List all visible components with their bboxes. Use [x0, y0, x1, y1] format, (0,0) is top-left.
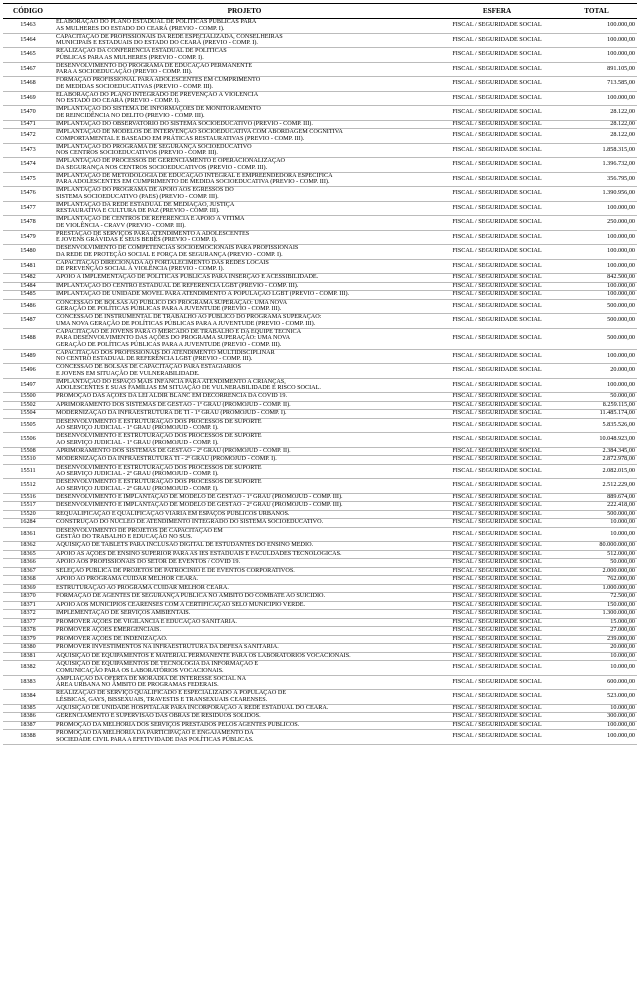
row-total: 1.858.315,00: [602, 145, 635, 153]
row-total: 500.000,00: [607, 316, 635, 324]
row-project: ESTRUTURAÇÃO AO PROGRAMA CUIDAR MELHOR CEARÁ.: [56, 584, 229, 591]
table-row: [3, 433, 637, 448]
row-code: 18372: [20, 609, 36, 617]
table-row: [3, 245, 637, 260]
row-project: FORMAÇÃO PROFISSIONAL PARA ADOLESCENTES EM CUMPRIMENTO DE MEDIDAS SOCIOEDUCATIVAS (PREVIO - COMP. III).: [56, 77, 261, 90]
row-total: 100.000,00: [607, 93, 635, 101]
row-code: 18371: [20, 600, 36, 608]
row-code: 15485: [20, 290, 36, 298]
row-project: CAPACITAÇÃO DE JOVENS PARA O MERCADO DE TRABALHO E DA EQUIPE TÉCNICA PARA DESENVOLVIMENTO DAS AÇÕES DO PROGRAMA SUPERAÇÃO: UMA NOVA GERAÇÃO DE POLÍTICAS PÚBLICAS PARA A JUVENTUDE (PREVIO - COMP. III).: [56, 328, 302, 348]
row-esfera: FISCAL / SEGURIDADE SOCIAL: [452, 160, 542, 168]
table-row: [3, 92, 637, 107]
row-project: IMPLANTAÇÃO DO PROGRAMA DE SEGURANÇA SOCIOEDUCATIVO NOS CENTROS SOCIOEDUCATIVOS (PREVIO - COMP. III).: [56, 143, 252, 157]
row-total: 100.000,00: [607, 247, 635, 255]
row-total: 713.585,00: [607, 79, 635, 87]
table-row: [3, 173, 637, 188]
row-code: 15468: [20, 79, 36, 87]
row-project: DESENVOLVIMENTO E ESTRUTURAÇÃO DOS PROCESSOS DE SUPORTE AO SERVIÇO JUDICIAL - 1º GRAU (PROMOJUD - COMP. I).: [56, 433, 262, 446]
table-row: [3, 260, 637, 275]
row-project: APOIO AOS MUNICÍPIOS CEARENSES COM A CERTIFICAÇÃO SELO MUNICÍPIO VERDE.: [56, 601, 306, 608]
row-project: AQUISIÇÃO DE TABLETS PARA INCLUSÃO DIGITAL DE ESTUDANTES DO ENSINO MÉDIO.: [56, 542, 314, 549]
row-code: 15512: [20, 481, 36, 489]
row-total: 15.000,00: [610, 617, 635, 625]
table-row: [3, 653, 637, 662]
row-project: PROMOÇÃO DA MELHORIA DA PARTICIPAÇÃO E ENGAJAMENTO DA SOCIEDADE CIVIL PARA A EFETIVIDADE DAS POLÍTICAS PÚBLICAS.: [56, 730, 254, 743]
row-total: 50.000,00: [610, 558, 635, 566]
row-total: 1.300.000,00: [602, 609, 635, 617]
row-code: 18368: [20, 575, 36, 583]
table-row: [3, 419, 637, 434]
row-code: 15465: [20, 50, 36, 58]
row-total: 8.259.115,00: [602, 400, 635, 408]
table-row: [3, 202, 637, 217]
row-project: FORMAÇÃO DE AGENTES DE SEGURANÇA PÚBLICA NO ÂMBITO DO COMBATE AO SUICÍDIO.: [56, 593, 326, 600]
row-total: 10.000,00: [610, 518, 635, 526]
table-row: [3, 48, 637, 63]
row-esfera: FISCAL / SEGURIDADE SOCIAL: [452, 720, 542, 728]
row-total: 891.105,00: [607, 64, 635, 72]
table-row: [3, 661, 637, 676]
row-code: 15486: [20, 301, 36, 309]
row-esfera: FISCAL / SEGURIDADE SOCIAL: [452, 732, 542, 740]
row-total: 2.872.978,00: [602, 455, 635, 463]
row-project: CONCESSÃO DE BOLSAS DE CAPACITAÇÃO PARA ESTAGIÁRIOS E JOVENS EM SITUAÇÃO DE VULNERABILIDADE.: [56, 364, 241, 377]
row-project: APOIO AOS PROFISSIONAIS DO SETOR DE EVENTOS / COVID 19.: [56, 559, 241, 566]
row-esfera: FISCAL / SEGURIDADE SOCIAL: [452, 651, 542, 659]
row-esfera: FISCAL / SEGURIDADE SOCIAL: [452, 334, 542, 342]
row-code: 15474: [20, 160, 36, 168]
table-row: [3, 34, 637, 49]
row-project: IMPLANTAÇÃO DO CENTRO ESTADUAL DE REFERÊNCIA LGBT (PREVIO - COMP. III).: [56, 282, 299, 289]
row-code: 15475: [20, 174, 36, 182]
row-code: 15481: [20, 261, 36, 269]
row-total: 2.082.015,00: [602, 466, 635, 474]
row-code: 15520: [20, 509, 36, 517]
row-project: ELABORAÇÃO DO PLANO ESTADUAL DE POLÍTICAS PÚBLICAS PARA AS MULHERES DO ESTADO DO CEARÁ (PREVIO - COMP. I).: [56, 19, 257, 32]
row-code: 18377: [20, 617, 36, 625]
row-esfera: FISCAL / SEGURIDADE SOCIAL: [452, 79, 542, 87]
row-project: CAPACITAÇÃO DOS PROFISSIONAIS DO ATENDIMENTO MULTIDISCIPLINAR NO CENTRO ESTADUAL DE REFERÊNCIA LGBT (PREVIO - COMP. III).: [56, 349, 275, 363]
table-row: [3, 519, 637, 528]
row-project: MODERNIZAÇÃO DA INFRAESTRUTURA DE TI - 1º GRAU (PROMOJUD - COMP. I).: [56, 410, 287, 417]
row-esfera: FISCAL / SEGURIDADE SOCIAL: [452, 366, 542, 374]
row-project: DESENVOLVIMENTO DE COMPETÊNCIAS SOCIOEMOCIONAIS PARA PROFISSIONAIS DA REDE DE PROTEÇÃO SOCIAL E FORÇA DE SEGURANÇA (PREVIO - COMP. I).: [56, 245, 299, 258]
row-code: 15505: [20, 420, 36, 428]
row-total: 100.000,00: [607, 261, 635, 269]
row-esfera: FISCAL / SEGURIDADE SOCIAL: [452, 108, 542, 116]
row-project: APOIO À IMPLEMENTAÇÃO DE POLÍTICAS PÚBLICAS PARA INSERÇÃO E ACESSIBILIDADE.: [56, 274, 319, 281]
row-code: 18362: [20, 541, 36, 549]
row-project: MODERNIZAÇÃO DA INFRAESTRUTURA TI - 2º GRAU (PROMOJUD - COMP. I).: [56, 456, 277, 463]
row-code: 15463: [20, 21, 36, 29]
row-code: 15479: [20, 232, 36, 240]
row-code: 18385: [20, 703, 36, 711]
table-row: [3, 231, 637, 246]
row-code: 15471: [20, 119, 36, 127]
row-code: 15488: [20, 334, 36, 342]
row-code: 15487: [20, 316, 36, 324]
row-code: 15502: [20, 400, 36, 408]
row-total: 100.000,00: [607, 35, 635, 43]
table-row: [3, 216, 637, 231]
table-row: [3, 129, 637, 144]
row-project: DESENVOLVIMENTO DE PROJETOS DE CAPACITAÇÃO EM GESTÃO DO TRABALHO E EDUCAÇÃO NO SUS.: [56, 527, 223, 541]
row-project: IMPLANTAÇÃO DA REDE ESTADUAL DE MEDIAÇÃO, JUSTIÇA RESTAURATIVA E CULTURA DE PAZ (PREVIO - COMP. III).: [56, 201, 235, 215]
row-project: CONCESSÃO DE INSTRUMENTAL DE TRABALHO AO PÚBLICO DO PROGRAMA SUPERAÇÃO: UMA NOVA GERAÇÃO DE POLÍTICAS PÚBLICAS PARA A JUVENTUDE (PREVIO - COMP. III).: [56, 314, 322, 327]
row-code: 18383: [20, 677, 36, 685]
table-row: [3, 158, 637, 173]
row-esfera: FISCAL / SEGURIDADE SOCIAL: [452, 119, 542, 127]
row-total: 2.512.229,00: [602, 481, 635, 489]
table-row: [3, 187, 637, 202]
row-code: 15464: [20, 35, 36, 43]
row-total: 2.384.345,00: [602, 446, 635, 454]
header-total: TOTAL: [584, 7, 609, 15]
row-total: 100.000,00: [607, 281, 635, 289]
table-header: [3, 3, 637, 19]
row-project: AQUISIÇÃO DE EQUIPAMENTOS DE TECNOLOGIA DA INFORMAÇÃO E COMUNICAÇÃO PARA OS LABORATÓRIOS VOCACIONAIS.: [56, 661, 259, 674]
row-project: IMPLANTAÇÃO DE MODELOS DE INTERVENÇÃO SOCIOEDUCATIVA COM ABORDAGEM COGNITIVA COMPORTAMENTAL E BASEADO EM PRÁTICAS RESTAURATIVAS (PREVIO - COMP. III).: [56, 129, 343, 142]
row-project: GERENCIAMENTO E SUPERVISÃO DAS OBRAS DE RESÍDUOS SÓLIDOS.: [56, 713, 261, 720]
row-total: 1.390.956,00: [602, 189, 635, 197]
row-project: DESENVOLVIMENTO E ESTRUTURAÇÃO DOS PROCESSOS DE SUPORTE AO SERVIÇO JUDICIAL - 2º GRAU (PROMOJUD - COMP. I).: [56, 479, 262, 492]
row-code: 18370: [20, 592, 36, 600]
row-project: IMPLANTAÇÃO DO PROGRAMA DE APOIO AOS EGRESSOS DO SISTEMA SOCIOEDUCATIVO (PAES) (PREVIO - COMP. III).: [56, 187, 234, 200]
row-total: 239.000,00: [607, 634, 635, 642]
row-code: 15484: [20, 281, 36, 289]
row-code: 18387: [20, 720, 36, 728]
row-total: 100.000,00: [607, 50, 635, 58]
table-row: [3, 722, 637, 731]
row-esfera: FISCAL / SEGURIDADE SOCIAL: [452, 290, 542, 298]
table-row: [3, 479, 637, 494]
row-project: AMPLIAÇÃO DA OFERTA DE MORADIA DE INTERESSE SOCIAL NA ÁREA URBANA NO ÂMBITO DE PROGRAMAS FEDERAIS.: [56, 675, 247, 689]
row-total: 100.000,00: [607, 290, 635, 298]
row-esfera: FISCAL / SEGURIDADE SOCIAL: [452, 492, 542, 500]
row-project: APRIMORAMENTO DOS SISTEMAS DE GESTÃO - 1º GRAU (PROMOJUD - COMP. II).: [56, 401, 291, 408]
table-row: [3, 77, 637, 92]
row-project: IMPLANTAÇÃO DE UNIDADE MÓVEL PARA ATENDIMENTO À POPULAÇÃO LGBT (PREVIO - COMP. III).: [56, 291, 350, 298]
row-project: DESENVOLVIMENTO DO PROGRAMA DE EDUCAÇÃO PERMANENTE PARA A SOCIOEDUCAÇÃO (PREVIO - COMP. III).: [56, 62, 253, 76]
table-row: [3, 121, 637, 130]
row-esfera: FISCAL / SEGURIDADE SOCIAL: [452, 446, 542, 454]
row-code: 15496: [20, 366, 36, 374]
table-row: [3, 291, 637, 300]
row-esfera: FISCAL / SEGURIDADE SOCIAL: [452, 466, 542, 474]
row-esfera: FISCAL / SEGURIDADE SOCIAL: [452, 677, 542, 685]
row-esfera: FISCAL / SEGURIDADE SOCIAL: [452, 301, 542, 309]
row-project: CONCESSÃO DE BOLSAS AO PÚBLICO DO PROGRAMA SUPERAÇÃO: UMA NOVA GERAÇÃO DE POLÍTICAS PÚBLICAS PARA A JUVENTUDE (PREVIO - COMP. III).: [56, 299, 288, 313]
row-esfera: FISCAL / SEGURIDADE SOCIAL: [452, 218, 542, 226]
row-esfera: FISCAL / SEGURIDADE SOCIAL: [452, 247, 542, 255]
table-row: [3, 300, 637, 315]
row-code: 15508: [20, 446, 36, 454]
row-total: 100.000,00: [607, 732, 635, 740]
row-total: 842.500,00: [607, 273, 635, 281]
row-total: 356.795,00: [607, 174, 635, 182]
row-code: 18366: [20, 558, 36, 566]
row-total: 100.000,00: [607, 203, 635, 211]
row-project: APOIO ÀS AÇÕES DE ENSINO SUPERIOR PARA AS IES ESTADUAIS E FACULDADES TECNOLÓGICAS.: [56, 550, 342, 557]
row-code: 18388: [20, 732, 36, 740]
row-esfera: FISCAL / SEGURIDADE SOCIAL: [452, 549, 542, 557]
row-esfera: FISCAL / SEGURIDADE SOCIAL: [452, 529, 542, 537]
table-row: [3, 528, 637, 543]
row-code: 15482: [20, 273, 36, 281]
row-esfera: FISCAL / SEGURIDADE SOCIAL: [452, 481, 542, 489]
row-esfera: FISCAL / SEGURIDADE SOCIAL: [452, 93, 542, 101]
row-total: 2.000.000,00: [602, 566, 635, 574]
row-total: 889.674,00: [607, 492, 635, 500]
row-total: 10.048.923,00: [599, 435, 635, 443]
row-esfera: FISCAL / SEGURIDADE SOCIAL: [452, 455, 542, 463]
row-code: 15472: [20, 131, 36, 139]
row-esfera: FISCAL / SEGURIDADE SOCIAL: [452, 50, 542, 58]
row-total: 500.000,00: [607, 301, 635, 309]
table-row: [3, 144, 637, 159]
row-code: 15517: [20, 501, 36, 509]
row-project: PROMOÇÃO DA MELHORIA DOS SERVIÇOS PRESTADOS PELOS AGENTES PÚBLICOS.: [56, 721, 300, 728]
table-row: [3, 690, 637, 705]
row-project: IMPLEMENTAÇÃO DE SERVIÇOS AMBIENTAIS.: [56, 610, 191, 617]
row-project: PRESTAÇÃO DE SERVIÇOS PARA ATENDIMENTO A ADOLESCENTES E JOVENS GRÁVIDAS E SEUS BEBÊS (PREVIO - COMP. I).: [56, 230, 250, 244]
row-total: 10.000,00: [610, 663, 635, 671]
row-project: PROMOVER INVESTIMENTOS NA INFRAESTRUTURA DA DEFESA SANITÁRIA.: [56, 644, 279, 651]
row-esfera: FISCAL / SEGURIDADE SOCIAL: [452, 261, 542, 269]
row-esfera: FISCAL / SEGURIDADE SOCIAL: [452, 392, 542, 400]
header-esfera: ESFERA: [482, 7, 512, 15]
row-esfera: FISCAL / SEGURIDADE SOCIAL: [452, 541, 542, 549]
row-project: IMPLANTAÇÃO DO OBSERVATÓRIO DO SISTEMA SOCIOEDUCATIVO (PREVIO - COMP. III).: [56, 120, 313, 127]
header-codigo: CÓDIGO: [13, 7, 43, 15]
row-project: REALIZAÇÃO DE SERVIÇO QUALIFICADO E ESPECIALIZADO À POPULAÇÃO DE LÉSBICAS, GAYS, BISSEXUAIS, TRAVESTIS E TRANSEXUAIS CEARENSES.: [56, 690, 287, 703]
table-row: [3, 364, 637, 379]
row-esfera: FISCAL / SEGURIDADE SOCIAL: [452, 420, 542, 428]
row-project: CAPACITAÇÃO DIRECIONADA AO FORTALECIMENTO DAS REDES LOCAIS DE PREVENÇÃO SOCIAL À VIOLÊNCIA (PREVIO - COMP. I).: [56, 259, 269, 273]
row-project: DESENVOLVIMENTO E IMPLANTAÇÃO DE MODELO DE GESTÃO - 1º GRAU (PROMOJUD - COMP. III).: [56, 493, 343, 500]
row-project: PROMOVER AÇÕES DE VIGILÂNCIA E EDUCAÇÃO SANITÁRIA.: [56, 618, 237, 625]
row-project: CONSTRUÇÃO DO NÚCLEO DE ATENDIMENTO INTEGRADO DO SISTEMA SOCIOEDUCATIVO.: [56, 519, 324, 526]
row-total: 300.000,00: [607, 712, 635, 720]
row-project: APOIO AO PROGRAMA CUIDAR MELHOR CEARÁ.: [56, 576, 199, 583]
row-total: 512.000,00: [607, 549, 635, 557]
budget-table: [0, 3, 640, 745]
row-esfera: FISCAL / SEGURIDADE SOCIAL: [452, 609, 542, 617]
row-project: IMPLANTAÇÃO DE PROCESSOS DE GERENCIAMENTO E OPERACIONALIZAÇÃO DA SEGURANÇA NOS CENTROS SOCIOEDUCATIVOS (PREVIO - COMP. III).: [56, 158, 286, 171]
row-esfera: FISCAL / SEGURIDADE SOCIAL: [452, 281, 542, 289]
row-code: 15506: [20, 435, 36, 443]
row-esfera: FISCAL / SEGURIDADE SOCIAL: [452, 634, 542, 642]
table-row: [3, 106, 637, 121]
row-code: 18386: [20, 712, 36, 720]
row-total: 28.122,00: [610, 108, 635, 116]
row-code: 18380: [20, 643, 36, 651]
row-code: 15500: [20, 392, 36, 400]
row-code: 18384: [20, 692, 36, 700]
table-row: [3, 329, 637, 350]
row-esfera: FISCAL / SEGURIDADE SOCIAL: [452, 575, 542, 583]
row-total: 250.000,00: [607, 218, 635, 226]
row-esfera: FISCAL / SEGURIDADE SOCIAL: [452, 189, 542, 197]
row-project: REQUALIFICAÇÃO E QUALIFICAÇÃO VIÁRIA EM ESPAÇOS PÚBLICOS URBANOS.: [56, 510, 290, 517]
row-project: DESENVOLVIMENTO E ESTRUTURAÇÃO DOS PROCESSOS DE SUPORTE AO SERVIÇO JUDICIAL - 2º GRAU (PROMOJUD - COMP. I).: [56, 464, 262, 478]
row-esfera: FISCAL / SEGURIDADE SOCIAL: [452, 174, 542, 182]
row-project: IMPLANTAÇÃO DE CENTROS DE REFERÊNCIA E APOIO À VÍTIMA DE VIOLÊNCIA - CRAVV (PREVIO - COMP. III).: [56, 216, 245, 229]
row-esfera: FISCAL / SEGURIDADE SOCIAL: [452, 400, 542, 408]
row-esfera: FISCAL / SEGURIDADE SOCIAL: [452, 600, 542, 608]
row-project: DESENVOLVIMENTO E ESTRUTURAÇÃO DOS PROCESSOS DE SUPORTE AO SERVIÇO JUDICIAL - 1º GRAU (PROMOJUD - COMP. I).: [56, 418, 262, 432]
row-project: PROMOVER AÇÕES EMERGENCIAIS.: [56, 627, 162, 634]
row-code: 18379: [20, 634, 36, 642]
row-project: IMPLANTAÇÃO DO ESPAÇO MAIS INFÂNCIA PARA ATENDIMENTO A CRIANÇAS, ADOLESCENTES E SUAS FAMÍLIAS EM SITUAÇÃO DE VULNERABILIDADE E RISCO SOCIAL.: [56, 378, 321, 392]
row-total: 20.000,00: [610, 366, 635, 374]
row-total: 1.396.732,00: [602, 160, 635, 168]
row-total: 100.000,00: [607, 232, 635, 240]
row-esfera: FISCAL / SEGURIDADE SOCIAL: [452, 583, 542, 591]
row-esfera: FISCAL / SEGURIDADE SOCIAL: [452, 626, 542, 634]
row-code: 15480: [20, 247, 36, 255]
table-body: [0, 19, 640, 745]
table-row: [3, 314, 637, 329]
row-esfera: FISCAL / SEGURIDADE SOCIAL: [452, 703, 542, 711]
row-project: PROMOÇÃO DAS AÇÕES DA LEI ALDIR BLANC EM DECORRÊNCIA DA COVID 19.: [56, 393, 288, 400]
row-total: 11.485.174,00: [599, 409, 635, 417]
row-total: 500.000,00: [607, 334, 635, 342]
row-total: 28.122,00: [610, 131, 635, 139]
row-project: DESENVOLVIMENTO E IMPLANTAÇÃO DE MODELO DE GESTÃO - 2º GRAU (PROMOJUD - COMP. III).: [56, 502, 343, 509]
row-code: 18381: [20, 651, 36, 659]
row-esfera: FISCAL / SEGURIDADE SOCIAL: [452, 232, 542, 240]
row-code: 15504: [20, 409, 36, 417]
row-code: 15469: [20, 93, 36, 101]
row-total: 500.000,00: [607, 509, 635, 517]
row-total: 80.000.000,00: [599, 541, 635, 549]
row-code: 15476: [20, 189, 36, 197]
row-code: 18367: [20, 566, 36, 574]
row-project: AQUISIÇÃO DE UNIDADE HOSPITALAR PARA INCORPORAÇÃO À REDE ESTADUAL DO CEARÁ.: [56, 704, 329, 711]
row-esfera: FISCAL / SEGURIDADE SOCIAL: [452, 663, 542, 671]
row-project: PROMOVER AÇÕES DE INDENIZAÇÃO.: [56, 635, 168, 642]
row-esfera: FISCAL / SEGURIDADE SOCIAL: [452, 692, 542, 700]
row-esfera: FISCAL / SEGURIDADE SOCIAL: [452, 351, 542, 359]
row-esfera: FISCAL / SEGURIDADE SOCIAL: [452, 409, 542, 417]
row-esfera: FISCAL / SEGURIDADE SOCIAL: [452, 35, 542, 43]
row-esfera: FISCAL / SEGURIDADE SOCIAL: [452, 316, 542, 324]
row-code: 18382: [20, 663, 36, 671]
row-esfera: FISCAL / SEGURIDADE SOCIAL: [452, 592, 542, 600]
row-code: 15473: [20, 145, 36, 153]
row-code: 15497: [20, 380, 36, 388]
row-esfera: FISCAL / SEGURIDADE SOCIAL: [452, 501, 542, 509]
row-total: 5.835.526,00: [602, 420, 635, 428]
row-code: 15489: [20, 351, 36, 359]
row-total: 10.000,00: [610, 529, 635, 537]
row-project: REALIZAÇÃO DA CONFERÊNCIA ESTADUAL DE POLÍTICAS PÚBLICAS PARA AS MULHERES (PREVIO - COMP. I).: [56, 48, 227, 61]
row-total: 72.500,00: [610, 592, 635, 600]
row-project: SELEÇÃO PÚBLICA DE PROJETOS DE PATROCÍNIO E DE EVENTOS CORPORATIVOS.: [56, 567, 295, 574]
row-project: CAPACITAÇÃO DE PROFISSIONAIS DA REDE ESPECIALIZADA, CONSELHEIRAS MUNICIPAIS E ESTADUAIS DO ESTADO DO CEARÁ (PREVIO - COMP. I).: [56, 33, 283, 47]
row-total: 222.418,00: [607, 501, 635, 509]
row-esfera: FISCAL / SEGURIDADE SOCIAL: [452, 518, 542, 526]
row-project: IMPLANTAÇÃO DE METODOLOGIA DE EDUCAÇÃO INTEGRAL E EMPREENDEDORA ESPECÍFICA PARA ADOLESCENTES EM CUMPRIMENTO DE MEDIDA SOCIOEDUCATIVA (PREVIO - COMP. III).: [56, 172, 333, 186]
row-code: 18361: [20, 529, 36, 537]
row-esfera: FISCAL / SEGURIDADE SOCIAL: [452, 712, 542, 720]
row-total: 1.000.000,00: [602, 583, 635, 591]
table-row: [3, 676, 637, 691]
table-row: [3, 379, 637, 394]
row-total: 10.000,00: [610, 703, 635, 711]
row-code: 16284: [20, 518, 36, 526]
row-esfera: FISCAL / SEGURIDADE SOCIAL: [452, 64, 542, 72]
row-esfera: FISCAL / SEGURIDADE SOCIAL: [452, 558, 542, 566]
row-code: 15516: [20, 492, 36, 500]
row-code: 15470: [20, 108, 36, 116]
table-row: [3, 730, 637, 745]
row-code: 15478: [20, 218, 36, 226]
row-esfera: FISCAL / SEGURIDADE SOCIAL: [452, 643, 542, 651]
row-project: AQUISIÇÃO DE EQUIPAMENTOS E MATERIAL PERMANENTE PARA OS LABORATÓRIOS VOCACIONAIS.: [56, 652, 351, 659]
row-esfera: FISCAL / SEGURIDADE SOCIAL: [452, 21, 542, 29]
header-projeto: PROJETO: [227, 7, 262, 15]
row-code: 18369: [20, 583, 36, 591]
row-total: 100.000,00: [607, 720, 635, 728]
row-total: 50.000,00: [610, 392, 635, 400]
table-row: [3, 350, 637, 365]
row-total: 762.000,00: [607, 575, 635, 583]
row-esfera: FISCAL / SEGURIDADE SOCIAL: [452, 509, 542, 517]
row-esfera: FISCAL / SEGURIDADE SOCIAL: [452, 566, 542, 574]
row-esfera: FISCAL / SEGURIDADE SOCIAL: [452, 203, 542, 211]
row-esfera: FISCAL / SEGURIDADE SOCIAL: [452, 435, 542, 443]
row-project: ELABORAÇÃO DO PLANO INTEGRADO DE PREVENÇÃO À VIOLÊNCIA NO ESTADO DO CEARÁ (PREVIO - COMP. I).: [56, 91, 259, 105]
row-project: APRIMORAMENTO DOS SISTEMAS DE GESTÃO - 2º GRAU (PROMOJUD - COMP. II).: [56, 447, 291, 454]
row-code: 15467: [20, 64, 36, 72]
row-esfera: FISCAL / SEGURIDADE SOCIAL: [452, 273, 542, 281]
table-row: [3, 456, 637, 465]
row-esfera: FISCAL / SEGURIDADE SOCIAL: [452, 617, 542, 625]
row-esfera: FISCAL / SEGURIDADE SOCIAL: [452, 145, 542, 153]
table-row: [3, 19, 637, 34]
row-total: 28.122,00: [610, 119, 635, 127]
row-total: 20.000,00: [610, 643, 635, 651]
table-row: [3, 63, 637, 78]
row-total: 27.000,00: [610, 626, 635, 634]
row-code: 18378: [20, 626, 36, 634]
row-total: 600.000,00: [607, 677, 635, 685]
row-total: 100.000,00: [607, 351, 635, 359]
row-total: 150.000,00: [607, 600, 635, 608]
row-project: IMPLANTAÇÃO DO SISTEMA DE INFORMAÇÕES DE MONITORAMENTO DE REINCIDÊNCIA NO DELITO (PREVIO - COMP. III).: [56, 106, 261, 119]
row-code: 15510: [20, 455, 36, 463]
row-code: 15511: [20, 466, 36, 474]
row-total: 100.000,00: [607, 380, 635, 388]
row-esfera: FISCAL / SEGURIDADE SOCIAL: [452, 380, 542, 388]
row-total: 100.000,00: [607, 21, 635, 29]
row-esfera: FISCAL / SEGURIDADE SOCIAL: [452, 131, 542, 139]
table-row: [3, 465, 637, 480]
row-code: 18365: [20, 549, 36, 557]
row-total: 10.000,00: [610, 651, 635, 659]
row-code: 15477: [20, 203, 36, 211]
table-row: [3, 410, 637, 419]
row-total: 523.000,00: [607, 692, 635, 700]
